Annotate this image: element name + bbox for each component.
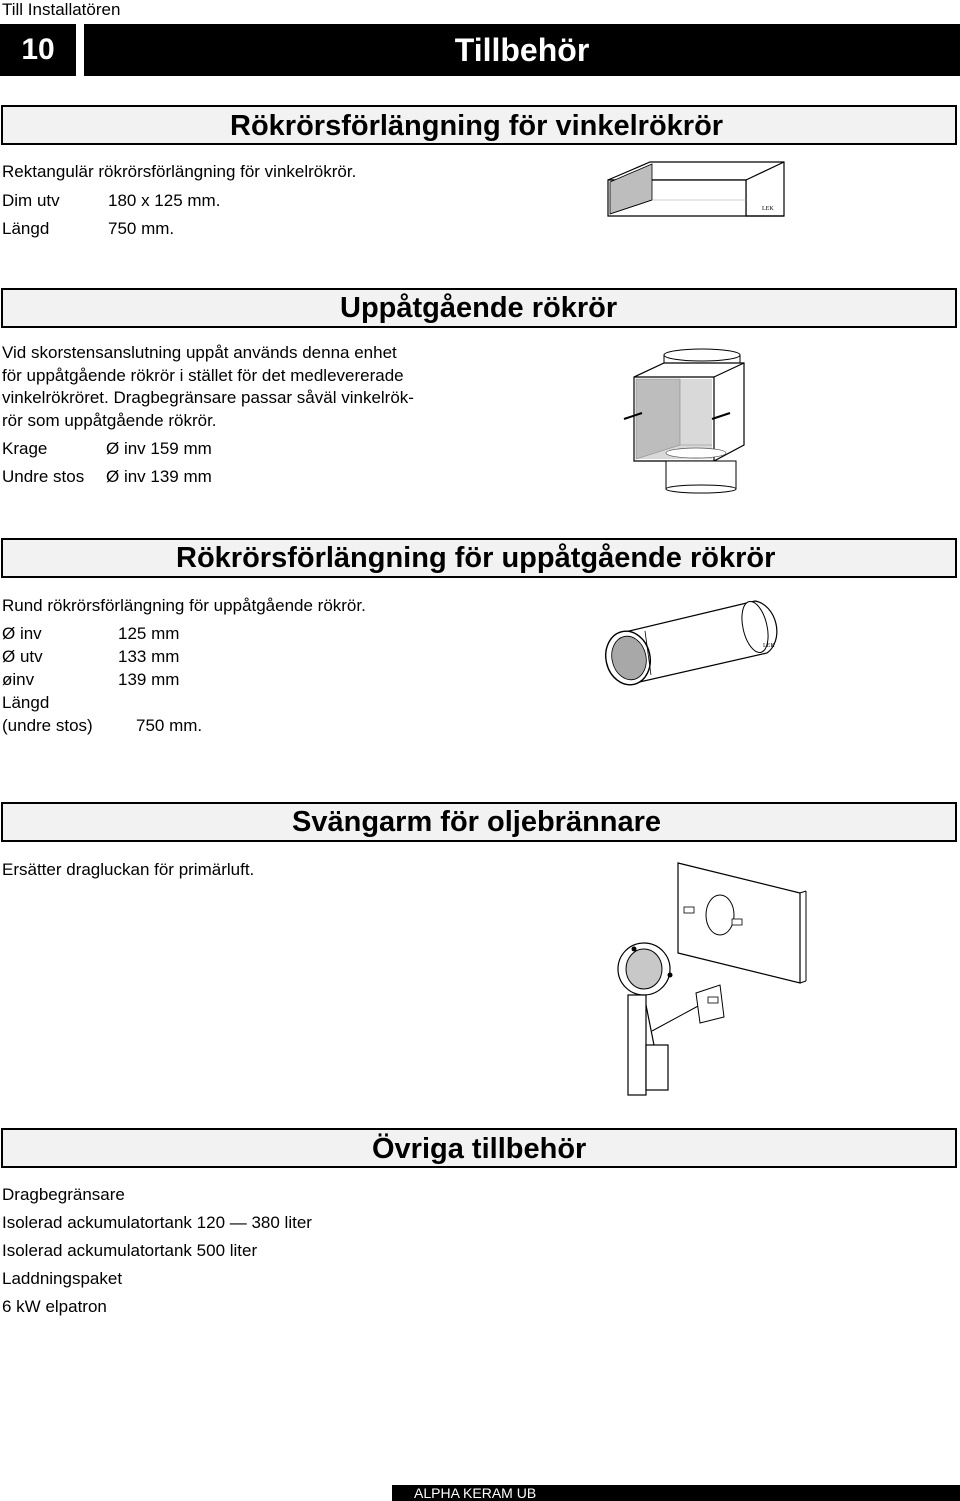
footer-bar: [392, 1485, 960, 1501]
section-description: Vid skorstensanslutning uppåt används denna enhet för uppåtgående rökrör i stället för det medlevererade vinkelrökröret. Dragbegränsare passar såväl vinkelrök- rör som uppåtgående rökrör.: [2, 343, 414, 430]
spec-value: 750 mm.: [136, 716, 203, 735]
spec-label: Längd: [2, 219, 50, 238]
rectangular-flue-extension-illustration: [600, 160, 790, 232]
section-description: Rund rökrörsförlängning för uppåtgående rökrör.: [2, 596, 366, 615]
section-title: Uppåtgående rökrör: [340, 292, 618, 324]
section-description: Rektangulär rökrörsförlängning för vinkelrökrör.: [2, 162, 357, 181]
spec-value: 750 mm.: [108, 219, 175, 238]
spec-label: Ø inv: [2, 624, 42, 643]
spec-label: øinv: [2, 670, 35, 689]
list-item: Isolerad ackumulatortank 120 — 380 liter: [2, 1213, 312, 1232]
upward-flue-box-illustration: [620, 345, 770, 495]
chapter-number: 10: [0, 24, 76, 76]
spec-value: 139 mm: [118, 670, 180, 689]
section-title: Rökrörsförlängning för uppåtgående rökrör: [176, 542, 776, 574]
oil-burner-swing-arm-illustration: [600, 855, 840, 1100]
illustration-stamp: LEK: [763, 643, 775, 649]
chapter-title: Tillbehör: [84, 24, 960, 76]
section-title: Övriga tillbehör: [372, 1133, 587, 1165]
round-flue-extension-illustration: [595, 595, 795, 695]
section-title: Rökrörsförlängning för vinkelrökrör: [230, 110, 724, 142]
list-item: Dragbegränsare: [2, 1185, 125, 1204]
illustration-stamp: LEK: [762, 206, 774, 212]
spec-value: 180 x 125 mm.: [108, 191, 221, 210]
spec-label: Ø utv: [2, 647, 43, 666]
spec-value: 133 mm: [118, 647, 180, 666]
spec-label: Undre stos: [2, 467, 85, 486]
spec-value: 125 mm: [118, 624, 180, 643]
list-item: Laddningspaket: [2, 1269, 123, 1288]
spec-label: Dim utv: [2, 191, 60, 210]
list-item: Isolerad ackumulatortank 500 liter: [2, 1241, 258, 1260]
section-title: Svängarm för oljebrännare: [292, 806, 662, 838]
running-title: Till Installatören: [2, 0, 121, 19]
footer-brand: ALPHA KERAM UB: [414, 1485, 537, 1501]
spec-label: Krage: [2, 439, 48, 458]
spec-value: Ø inv 159 mm: [106, 439, 212, 458]
spec-value: Ø inv 139 mm: [106, 467, 212, 486]
list-item: 6 kW elpatron: [2, 1297, 107, 1316]
spec-label: (undre stos): [2, 716, 93, 735]
spec-label: Längd: [2, 693, 50, 712]
section-description: Ersätter dragluckan för primärluft.: [2, 860, 255, 879]
